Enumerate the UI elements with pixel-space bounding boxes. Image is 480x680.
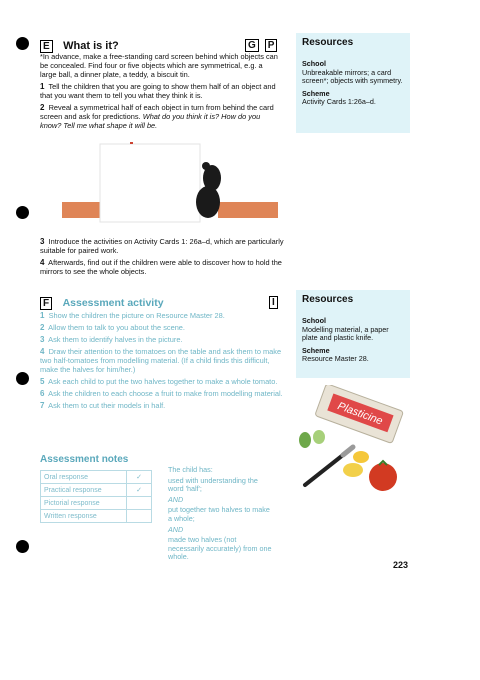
row-label: Written response [41, 510, 127, 523]
margin-dot [16, 372, 29, 385]
criteria-line: made two halves (not necessarily accurately) from one whole. [168, 535, 272, 562]
page-number: 223 [393, 560, 409, 570]
step-number: 3 [40, 335, 45, 344]
scheme-label: Scheme [302, 345, 330, 355]
section-e-body [40, 52, 280, 130]
resources-title: Resources [302, 37, 354, 48]
section-title: What is it? [63, 40, 119, 52]
badge-pair: P [265, 39, 278, 52]
table-row [41, 497, 152, 510]
step-4 [40, 347, 285, 374]
modelling-material-illustration [295, 385, 425, 495]
criteria-line: used with understanding the word 'half'; [168, 475, 258, 494]
card-screen-illustration [40, 140, 280, 230]
margin-dot [16, 540, 29, 553]
individual-badge [269, 292, 278, 310]
margin-dot [16, 206, 29, 219]
yellow-model [343, 463, 363, 477]
step-number: 3 [40, 237, 45, 246]
table-row [41, 471, 152, 484]
step-number: 4 [40, 258, 45, 267]
school-label: School [302, 316, 326, 325]
scheme-label: Scheme [302, 88, 330, 98]
card-screen [100, 144, 200, 222]
teddy-ear [202, 162, 210, 170]
row-mark: ✓ [127, 484, 152, 497]
step-text: Show the children the picture on Resource Master 28. [48, 311, 225, 320]
step-text: Introduce the activities on Activity Cards 1: 26a–d, which are particularly suitable for paired work. [40, 237, 284, 255]
scheme-text: Resource Master 28. [302, 354, 369, 364]
step-number: 5 [40, 377, 45, 386]
row-label: Practical response [41, 484, 127, 497]
resources-box [296, 33, 410, 133]
step-number: 1 [40, 82, 45, 91]
section-letter: E [40, 40, 53, 53]
intro-text: *In advance, make a free-standing card screen behind which objects can be concealed. Find four or five objects which are symmetrical, e.g. a large ball, a dinner plate, a teddy, a biscuit tin. [40, 52, 278, 79]
row-mark [127, 497, 152, 510]
step-text: Reveal a symmetrical half of each object in turn from behind the card screen and ask for predictions. [40, 103, 274, 121]
step-3 [40, 335, 285, 344]
step-text: Ask them to identify halves in the picture. [48, 335, 183, 344]
model-piece [313, 430, 325, 444]
school-label: School [302, 59, 326, 68]
step-4 [40, 258, 285, 276]
table-row [41, 484, 152, 497]
teddy-body [196, 186, 220, 218]
badge-individual: I [269, 296, 278, 309]
row-mark: ✓ [127, 471, 152, 484]
criteria-line: put together two halves to make a whole; [168, 505, 270, 523]
resources-title: Resources [302, 294, 354, 305]
assessment-notes-table [40, 470, 152, 523]
resources-box [296, 290, 410, 378]
assessment-criteria [168, 466, 273, 564]
step-text: Tell the children that you are going to show them half of an object and that you want them to tell you what they think it is. [40, 82, 276, 100]
step-number: 2 [40, 323, 45, 332]
assessment-notes-title: Assessment notes [40, 454, 129, 465]
step-text: Ask the children to each choose a fruit to make from modelling material. [48, 389, 283, 398]
mark [130, 142, 133, 144]
section-title: Assessment activity [62, 297, 164, 309]
step-2 [40, 323, 285, 332]
step-number: 4 [40, 347, 45, 356]
step-1 [40, 82, 280, 100]
packet-text: Plasticine [335, 400, 385, 428]
school-text: Modelling material, a paper plate and plastic knife. [302, 324, 389, 343]
step-prompt: What do you think it is? How do you know? Tell me what shape it will be. [40, 112, 261, 130]
criteria-line: The child has: [168, 465, 213, 474]
step-1 [40, 311, 285, 320]
section-f-steps [40, 311, 285, 410]
row-label: Oral response [41, 471, 127, 484]
step-number: 1 [40, 311, 45, 320]
step-3 [40, 237, 285, 255]
section-letter: F [40, 297, 52, 310]
group-badges [245, 35, 277, 53]
school-text: Unbreakable mirrors; a card screen*; objects with symmetry. [302, 67, 403, 86]
step-2 [40, 103, 280, 130]
tomato-model [369, 463, 397, 491]
row-mark [127, 510, 152, 523]
margin-dot [16, 37, 29, 50]
knife-blade [343, 447, 353, 455]
step-text: Ask them to cut their models in half. [48, 401, 166, 410]
step-text: Ask each child to put the two halves together to make a whole tomato. [48, 377, 278, 386]
step-5 [40, 377, 285, 386]
plastic-knife [305, 455, 343, 485]
model-piece [299, 432, 311, 448]
scheme-text: Activity Cards 1:26a–d. [302, 97, 376, 107]
row-label: Pictorial response [41, 497, 127, 510]
section-f-heading [40, 293, 240, 311]
step-number: 7 [40, 401, 45, 410]
step-7 [40, 401, 285, 410]
step-text: Allow them to talk to you about the scene. [48, 323, 185, 332]
section-e-body-2 [40, 237, 285, 276]
step-number: 2 [40, 103, 45, 112]
step-6 [40, 389, 285, 398]
badge-group: G [245, 39, 259, 52]
step-text: Draw their attention to the tomatoes on the table and ask them to make two half-tomatoes from modelling material. (If a child finds this difficult, make the halves for him/her.) [40, 347, 282, 374]
criteria-line: AND [168, 524, 184, 534]
table-row [41, 510, 152, 523]
yellow-model [353, 451, 369, 463]
criteria-line: AND [168, 494, 184, 504]
step-number: 6 [40, 389, 45, 398]
tin-half [218, 202, 278, 218]
step-text: Afterwards, find out if the children were able to discover how to hold the mirrors to see the whole objects. [40, 258, 282, 276]
